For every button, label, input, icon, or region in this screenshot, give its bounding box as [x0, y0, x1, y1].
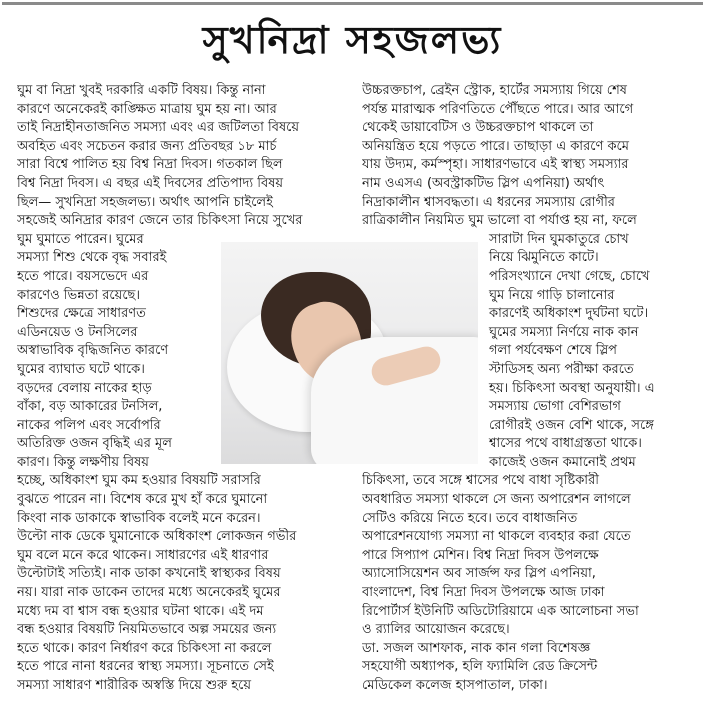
text-line: নাকের পলিপ এবং সর্বোপরি — [17, 417, 161, 433]
text-line: ঘুম ঘুমাতে পারেন। ঘুমের — [17, 231, 144, 247]
text-line: নাম ওএসএ (অবস্ট্রাকটিভ স্লিপ এপনিয়া) অর্থাৎ — [362, 175, 605, 191]
text-line: এডিনয়েড ও টনসিলের — [17, 324, 138, 340]
text-line: সমস্যায় ভোগা বেশিরভাগ — [489, 399, 621, 415]
text-line: অপারেশনযোগ্য সমস্যা না থাকলে ব্যবহার করা যেতে — [362, 529, 631, 545]
text-line: সেটিও করিয়ে নিতে হবে। তবে বাধাজনিত — [362, 510, 578, 526]
text-line: অতিরিক্ত ওজন বৃদ্ধিই এর মূল — [17, 436, 172, 452]
text-line: অ্যাসোসিয়েশন অব সার্জন্স ফর স্লিপ এপনিয়া, — [362, 566, 596, 582]
text-line: ঘুম বা নিদ্রা খুবই দরকারি একটি বিষয়। কিন্তু নানা — [17, 83, 266, 98]
text-line: ঘুমের সমস্যা নির্ণয়ে নাক কান — [489, 324, 639, 340]
text-line: হতে পারে নানা ধরনের স্বাস্থ্য সমস্যা। সূচনাতে সেই — [17, 659, 274, 675]
text-line: উল্টোটাই সত্যিই। নাক ডাকা কখনোই স্বাস্থ্যকর বিষয় — [17, 566, 281, 582]
text-line: মেডিকেল কলেজ হাসপাতাল, ঢাকা। — [362, 678, 548, 693]
text-line: ঘুম বলে মনে করে থাকেন। সাধারণের এই ধারণার — [17, 547, 269, 563]
text-line: শ্বাসের পথে বাধাগ্রস্ততা থাকে। — [489, 436, 642, 452]
text-line: চিকিৎসা, তবে সঙ্গে শ্বাসের পথে বাধা সৃষ্টিকারী — [362, 473, 599, 489]
text-line: উচ্চরক্তচাপ, ব্রেইন স্ট্রোক, হার্টের সমস্যায় গিয়ে শেষ — [362, 83, 627, 98]
text-line: বড়দের বেলায় নাকের হাড় — [17, 380, 152, 396]
text-line: উল্টো নাক ডেকে ঘুমানোকে অধিকাংশ লোকজন গভীর — [17, 529, 297, 545]
text-line: বন্ধ হওয়ার বিষয়টি নিয়মিতভাবে অল্প সময়ের জন্য — [17, 622, 277, 638]
text-line: সমস্যা সাধারণ শারীরিক অস্বস্তি দিয়ে শুরু হয়ে — [17, 678, 251, 693]
text-line: পর্যন্ত মারাত্মক পরিণতিতে পৌঁছতে পারে। আর আগে — [362, 101, 634, 117]
text-line: কারণেই অধিকাংশ দুর্ঘটনা ঘটে। — [489, 306, 649, 322]
text-line: হয়। চিকিৎসা অবস্থা অনুযায়ী। এ — [489, 380, 655, 396]
text-line: বাংলাদেশ, বিশ্ব নিদ্রা দিবস উপলক্ষে আজ ঢাকা — [362, 585, 605, 601]
text-line: নিয়ে ঝিমুনিতে কাটে। — [489, 250, 599, 266]
text-line: অস্বাভাবিক বৃদ্ধিজনিত কারণে — [17, 343, 169, 359]
text-line: অবধারিত সমস্যা থাকলে সে জন্য অপারেশন লাগলে — [362, 492, 631, 508]
text-line: শিশুদের ক্ষেত্রে সাধারণত — [17, 306, 146, 322]
text-line: কারণে অনেকেরই কাঙ্ক্ষিত মাত্রায় ঘুম হয় না। আর — [17, 101, 277, 117]
text-line: গলা পর্যবেক্ষণ শেষে স্লিপ — [489, 343, 618, 359]
text-line: নিদ্রাকালীন শ্বাসবদ্ধতা। এ ধরনের সমস্যায় রোগীর — [362, 194, 615, 210]
text-line: ঘুমের ব্যাঘাত ঘটে থাকে। — [17, 361, 145, 377]
text-line: ছিল— সুখনিদ্রা সহজলভ্য। অর্থাৎ আপনি চাইলেই — [17, 194, 273, 210]
text-line: ডা. সজল আশফাক, নাক কান গলা বিশেষজ্ঞ — [362, 640, 591, 656]
text-line: রোগীরই ওজন বেশি থাকে, সঙ্গে — [489, 417, 654, 433]
text-line: কিংবা নাক ডাকাকে স্বাভাবিক বলেই মনে করেন। — [17, 510, 261, 526]
text-line: ও র‌্যালির আয়োজন করেছে। — [362, 622, 510, 638]
text-line: কাজেই ওজন কমানোই প্রথম — [489, 454, 636, 470]
text-line: বাঁকা, বড় আকারের টনসিল, — [17, 399, 163, 415]
text-line: থেকেই ডায়াবেটিস ও উচ্চরক্তচাপ থাকলে তা — [362, 120, 594, 136]
text-line: রাত্রিকালীন নিয়মিত ঘুম ভালো বা পর্যাপ্ত হয় না, ফলে — [362, 213, 637, 229]
text-line: হতে থাকে। কারণ নির্ধারণ করে চিকিৎসা না করলে — [17, 640, 272, 656]
text-line: সারা বিশ্বে পালিত হয় বিশ্ব নিদ্রা দিবস। গতকাল ছিল — [17, 157, 283, 173]
text-line: সমস্যা শিশু থেকে বৃদ্ধ সবারই — [17, 250, 167, 266]
text-line: স্টাডিসহ অন্য পরীক্ষা করতে — [489, 361, 634, 377]
text-line: মধ্যে দম বা শ্বাস বন্ধ হওয়ার ঘটনা থাকে। এই দম — [17, 603, 264, 619]
text-line: পারে সিপ্যাপ মেশিন। বিশ্ব নিদ্রা দিবস উপলক্ষে — [362, 547, 599, 563]
text-line: বুঝতে পারেন না। বিশেষ করে মুখ হাঁ করে ঘুমানো — [17, 492, 268, 508]
text-line: কারণ। কিন্তু লক্ষণীয় বিষয় — [17, 454, 149, 470]
text-line: নয়। যারা নাক ডাকেন তাদের মধ্যে অনেকেরই ঘুমের — [17, 585, 281, 601]
text-line: অবহিত এবং সচেতন করার জন্য প্রতিবছর ১৮ মার্চ — [17, 138, 277, 154]
text-line: অনিয়ন্ত্রিত হয়ে পড়তে পারে। তাছাড়া এ কারণে কমে — [362, 138, 629, 154]
top-divider — [2, 2, 703, 5]
text-line: সহযোগী অধ্যাপক, হলি ফ্যামিলি রেড ক্রিসেন্ট — [362, 659, 598, 675]
text-line: যায় উদ্যম, কর্মস্পৃহা। সাধারণভাবে এই স্বাস্থ্য সমস্যার — [362, 157, 629, 173]
text-line: পরিসংখ্যানে দেখা গেছে, চোখে — [489, 268, 650, 284]
text-line: তাই নিদ্রাহীনতাজনিত সমস্যা এবং এর জটিলতা বিষয়ে — [17, 120, 300, 136]
sleeping-woman-photo-icon — [221, 242, 478, 464]
headline: সুখনিদ্রা সহজলভ্য — [202, 18, 503, 62]
text-line: বিশ্ব নিদ্রা দিবস। এ বছর এই দিবসের প্রতিপাদ্য বিষয় — [17, 175, 284, 191]
text-line: সহজেই অনিদ্রার কারণ জেনে তার চিকিৎসা নিয়ে সুখের — [17, 213, 303, 229]
text-line: কারণেও ভিন্নতা রয়েছে। — [17, 287, 141, 303]
text-line: হতে পারে। বয়সভেদে এর — [17, 268, 149, 284]
text-line: রিপোর্টার্স ইউনিটি অডিটোরিয়ামে এক আলোচনা সভা — [362, 603, 639, 619]
text-line: হচ্ছে, অধিকাংশ ঘুম কম হওয়ার বিষয়টি সরাসরি — [17, 473, 261, 489]
text-line: সারাটা দিন ঘুমকাতুরে চোখ — [489, 231, 629, 247]
text-line: ঘুম নিয়ে গাড়ি চালানোর — [489, 287, 615, 303]
